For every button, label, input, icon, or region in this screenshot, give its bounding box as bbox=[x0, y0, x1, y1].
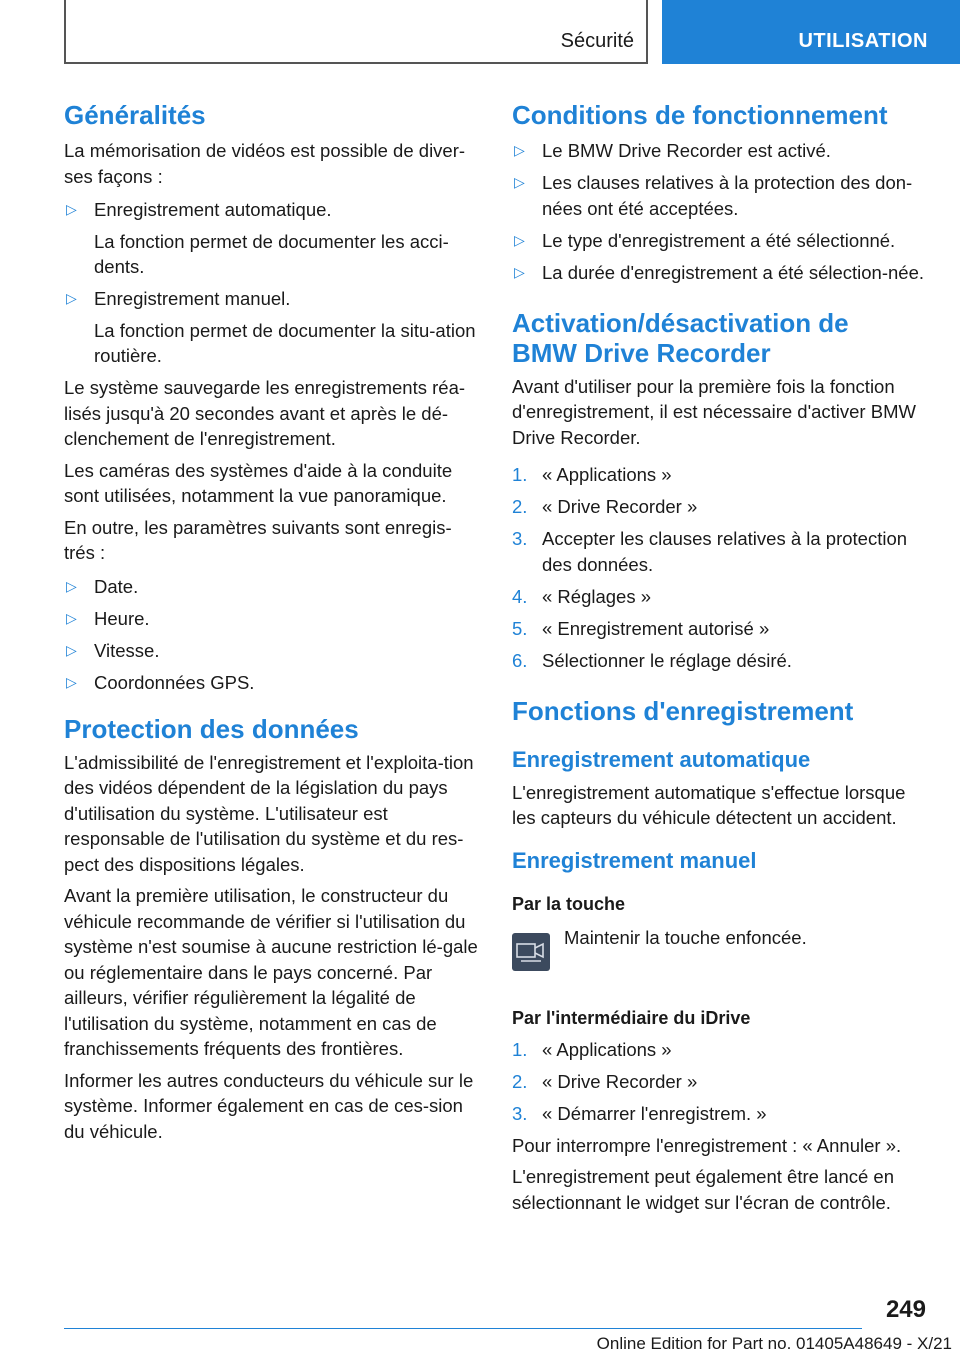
list-item: ▷ Les clauses relatives à la protection des don-nées ont été acceptées. bbox=[514, 172, 913, 219]
heading-activation: Activation/désactivation de BMW Drive Recorder bbox=[512, 307, 849, 368]
params-list bbox=[64, 574, 480, 696]
footer-divider bbox=[64, 1328, 862, 1329]
triangle-bullet-icon: ▷ bbox=[66, 201, 77, 217]
header-section-title: Sécurité bbox=[560, 30, 634, 52]
triangle-bullet-icon: ▷ bbox=[514, 174, 525, 190]
triangle-bullet-icon: ▷ bbox=[66, 673, 77, 690]
header-chapter-label: UTILISATION bbox=[798, 30, 928, 52]
activation-steps-list bbox=[512, 462, 930, 673]
heading-manual: Enregistrement manuel bbox=[512, 847, 757, 873]
list-item: 3. « Démarrer l'enregistrem. » bbox=[512, 1102, 767, 1124]
heading-by-button: Par la touche bbox=[512, 893, 626, 914]
list-item: ▷ Date. bbox=[64, 574, 480, 600]
stop-text: Pour interrompre l'enregistrement : « Annuler ». bbox=[512, 1134, 902, 1156]
button-instruction bbox=[512, 925, 930, 989]
header-section-box bbox=[64, 0, 648, 64]
paragraph-privacy-2: Avant la première utilisation, le constructeur du véhicule recommande de vérifier si l'utilisation du système n'est soumise à aucune restriction lé-gale ou réglementaire dans le pays concerné. Par ailleurs, vérifier régulièrement la légalité de l'utilisation du système, notamment en cas de franchissements fréquents des frontières. bbox=[64, 885, 478, 1059]
general-intro: La mémorisation de vidéos est possible de diver-ses façons : bbox=[64, 140, 466, 187]
paragraph-save-window: Le système sauvegarde les enregistrements réa-lisés jusqu'à 20 secondes avant et après le dé-clenchement de l'enregistrement. bbox=[64, 377, 466, 449]
heading-functions: Fonctions d'enregistrement bbox=[512, 695, 854, 726]
header-chapter-tab[interactable] bbox=[662, 0, 960, 64]
triangle-bullet-icon: ▷ bbox=[514, 142, 525, 158]
triangle-bullet-icon: ▷ bbox=[514, 263, 525, 280]
list-item: 1. « Applications » bbox=[512, 1038, 672, 1060]
idrive-steps-list bbox=[512, 1037, 930, 1127]
list-item: 5. « Enregistrement autorisé » bbox=[512, 617, 770, 639]
triangle-bullet-icon: ▷ bbox=[514, 231, 525, 248]
list-item: 3. Accepter les clauses relatives à la protection des données. bbox=[512, 528, 908, 575]
list-item: ▷ Le BMW Drive Recorder est activé. bbox=[512, 138, 930, 164]
heading-by-idrive: Par l'intermédiaire du iDrive bbox=[512, 1007, 751, 1028]
heading-general: Généralités bbox=[64, 100, 206, 130]
list-item: ▷ Enregistrement manuel. La fonction permet de documenter la situ-ation routière. bbox=[66, 288, 476, 366]
record-button-icon bbox=[512, 933, 550, 971]
heading-auto: Enregistrement automatique bbox=[512, 746, 811, 772]
auto-text: L'enregistrement automatique s'effectue lorsque les capteurs du véhicule détectent un accident. bbox=[512, 781, 906, 828]
list-item: 4. « Réglages » bbox=[512, 585, 652, 607]
widget-text: L'enregistrement peut également être lancé en sélectionnant le widget sur l'écran de contrôle. bbox=[512, 1166, 894, 1213]
paragraph-privacy-1: L'admissibilité de l'enregistrement et l'exploita-tion des vidéos dépendent de la législation du pays d'utilisation du système. L'utilisateur est responsable de l'utilisation du système et du res-pect des dispositions légales. bbox=[64, 751, 474, 875]
right-column bbox=[512, 100, 930, 1215]
footer-edition: Online Edition for Part no. 01405A48649 - X/21 bbox=[596, 1334, 952, 1353]
paragraph-params-intro: En outre, les paramètres suivants sont enregis-trés : bbox=[64, 516, 452, 563]
list-item: ▷ Enregistrement automatique. La fonction permet de documenter les acci-dents. bbox=[66, 199, 449, 277]
list-item: ▷ Le type d'enregistrement a été sélectionné. bbox=[512, 228, 930, 254]
heading-privacy: Protection des données bbox=[64, 713, 359, 744]
list-item: 2. « Drive Recorder » bbox=[512, 1070, 698, 1092]
triangle-bullet-icon: ▷ bbox=[66, 641, 77, 658]
list-item: ▷ Coordonnées GPS. bbox=[64, 670, 480, 696]
recording-modes-list bbox=[64, 197, 480, 369]
list-item: 6. Sélectionner le réglage désiré. bbox=[512, 649, 792, 671]
list-item: 2. « Drive Recorder » bbox=[512, 496, 698, 517]
conditions-list bbox=[512, 138, 930, 285]
triangle-bullet-icon: ▷ bbox=[66, 290, 77, 306]
heading-conditions: Conditions de fonctionnement bbox=[512, 100, 888, 130]
button-instruction-text: Maintenir la touche enfoncée. bbox=[564, 926, 807, 948]
page-number: 249 bbox=[885, 1296, 926, 1323]
list-item: ▷ Heure. bbox=[64, 606, 480, 632]
left-column bbox=[64, 100, 480, 1144]
list-item: ▷ Vitesse. bbox=[64, 638, 480, 664]
list-item: 1. « Applications » bbox=[512, 464, 672, 485]
triangle-bullet-icon: ▷ bbox=[66, 609, 77, 626]
paragraph-privacy-3: Informer les autres conducteurs du véhicule sur le système. Informer également en cas de ces-sion du véhicule. bbox=[64, 1069, 474, 1142]
paragraph-cameras: Les caméras des systèmes d'aide à la conduite sont utilisées, notamment la vue panoramique. bbox=[64, 459, 453, 506]
triangle-bullet-icon: ▷ bbox=[66, 577, 77, 594]
activation-intro: Avant d'utiliser pour la première fois la fonction d'enregistrement, il est nécessaire d'activer BMW Drive Recorder. bbox=[512, 375, 916, 448]
list-item: ▷ La durée d'enregistrement a été sélection-née. bbox=[512, 260, 930, 286]
